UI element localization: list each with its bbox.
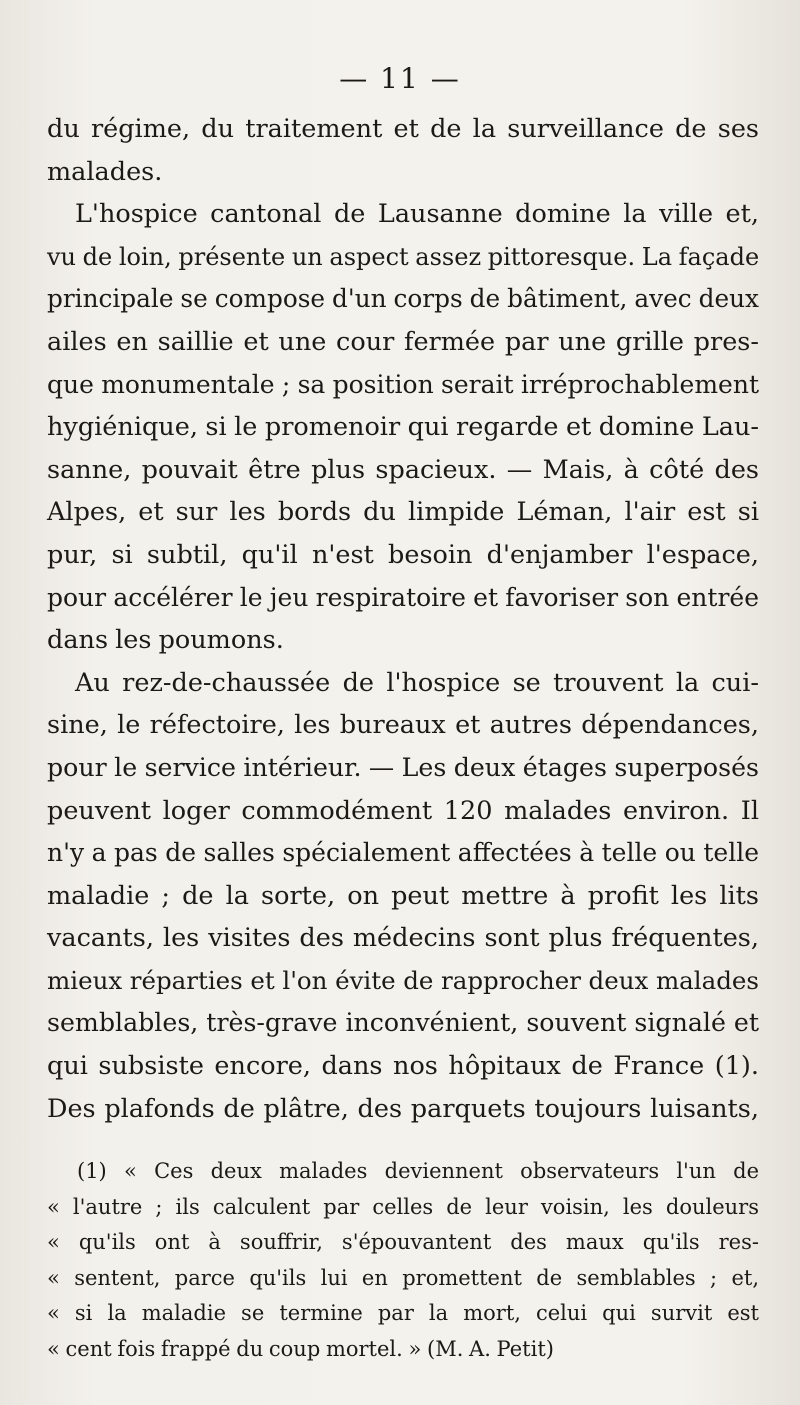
text-line: du régime, du traitement et de la surveillance de ses <box>47 114 759 144</box>
text-line: sanne, pouvait être plus spacieux. — Mais, à côté des <box>47 454 759 485</box>
footnote-line: « si la maladie se termine par la mort, celui qui survit est <box>47 1301 759 1326</box>
text-line: qui subsiste encore, dans nos hôpitaux de France (1). <box>47 1051 759 1082</box>
text-line: Au rez-de-chaussée de l'hospice se trouvent la cui- <box>75 667 759 698</box>
footnote <box>47 1154 759 1368</box>
text-line: vu de loin, présente un aspect assez pittoresque. La façade <box>47 242 760 271</box>
text-line: dans les poumons. <box>47 625 284 656</box>
text-line: que monumentale ; sa position serait irréprochablement <box>47 369 759 399</box>
text-line: pour le service intérieur. — Les deux étages superposés <box>47 752 759 782</box>
text-line: L'hospice cantonal de Lausanne domine la ville et, <box>75 199 759 230</box>
footnote-line: (1) « Ces deux malades deviennent observateurs l'un de <box>77 1159 759 1183</box>
text-line: pur, si subtil, qu'il n'est besoin d'enjamber l'espace, <box>47 539 759 570</box>
footnote-line: « sentent, parce qu'ils lui en promettent de semblables ; et, <box>47 1265 759 1290</box>
text-line: sine, le réfectoire, les bureaux et autres dépendances, <box>47 710 759 741</box>
main-text <box>47 108 759 1130</box>
text-line: semblables, très-grave inconvénient, souvent signalé et <box>47 1008 759 1038</box>
text-line: ailes en saillie et une cour fermée par une grille pres- <box>47 326 759 357</box>
text-line: vacants, les visites des médecins sont plus fréquentes, <box>47 923 759 954</box>
text-line: principale se compose d'un corps de bâtiment, avec deux <box>47 284 759 314</box>
footnote-line: « qu'ils ont à souffrir, s'épouvantent des maux qu'ils res- <box>47 1230 759 1255</box>
footnote-line: « cent fois frappé du coup mortel. » (M. A. Petit) <box>47 1336 554 1361</box>
text-line: hygiénique, si le promenoir qui regarde et domine Lau- <box>47 412 759 443</box>
footnote-line: « l'autre ; ils calculent par celles de leur voisin, les douleurs <box>47 1194 759 1219</box>
text-line: Alpes, et sur les bords du limpide Léman, l'air est si <box>47 497 759 528</box>
text-line: malades. <box>47 156 163 187</box>
text-line: mieux réparties et l'on évite de rapprocher deux malades <box>47 965 759 995</box>
text-line: Des plafonds de plâtre, des parquets toujours luisants, <box>47 1093 759 1124</box>
text-line: pour accélérer le jeu respiratoire et favoriser son entrée <box>47 582 759 612</box>
page-number: — 11 — <box>339 62 461 95</box>
text-line: peuvent loger commodément 120 malades environ. Il <box>47 795 759 826</box>
text-line: maladie ; de la sorte, on peut mettre à profit les lits <box>47 880 759 911</box>
text-line: n'y a pas de salles spécialement affectées à telle ou telle <box>47 838 759 868</box>
